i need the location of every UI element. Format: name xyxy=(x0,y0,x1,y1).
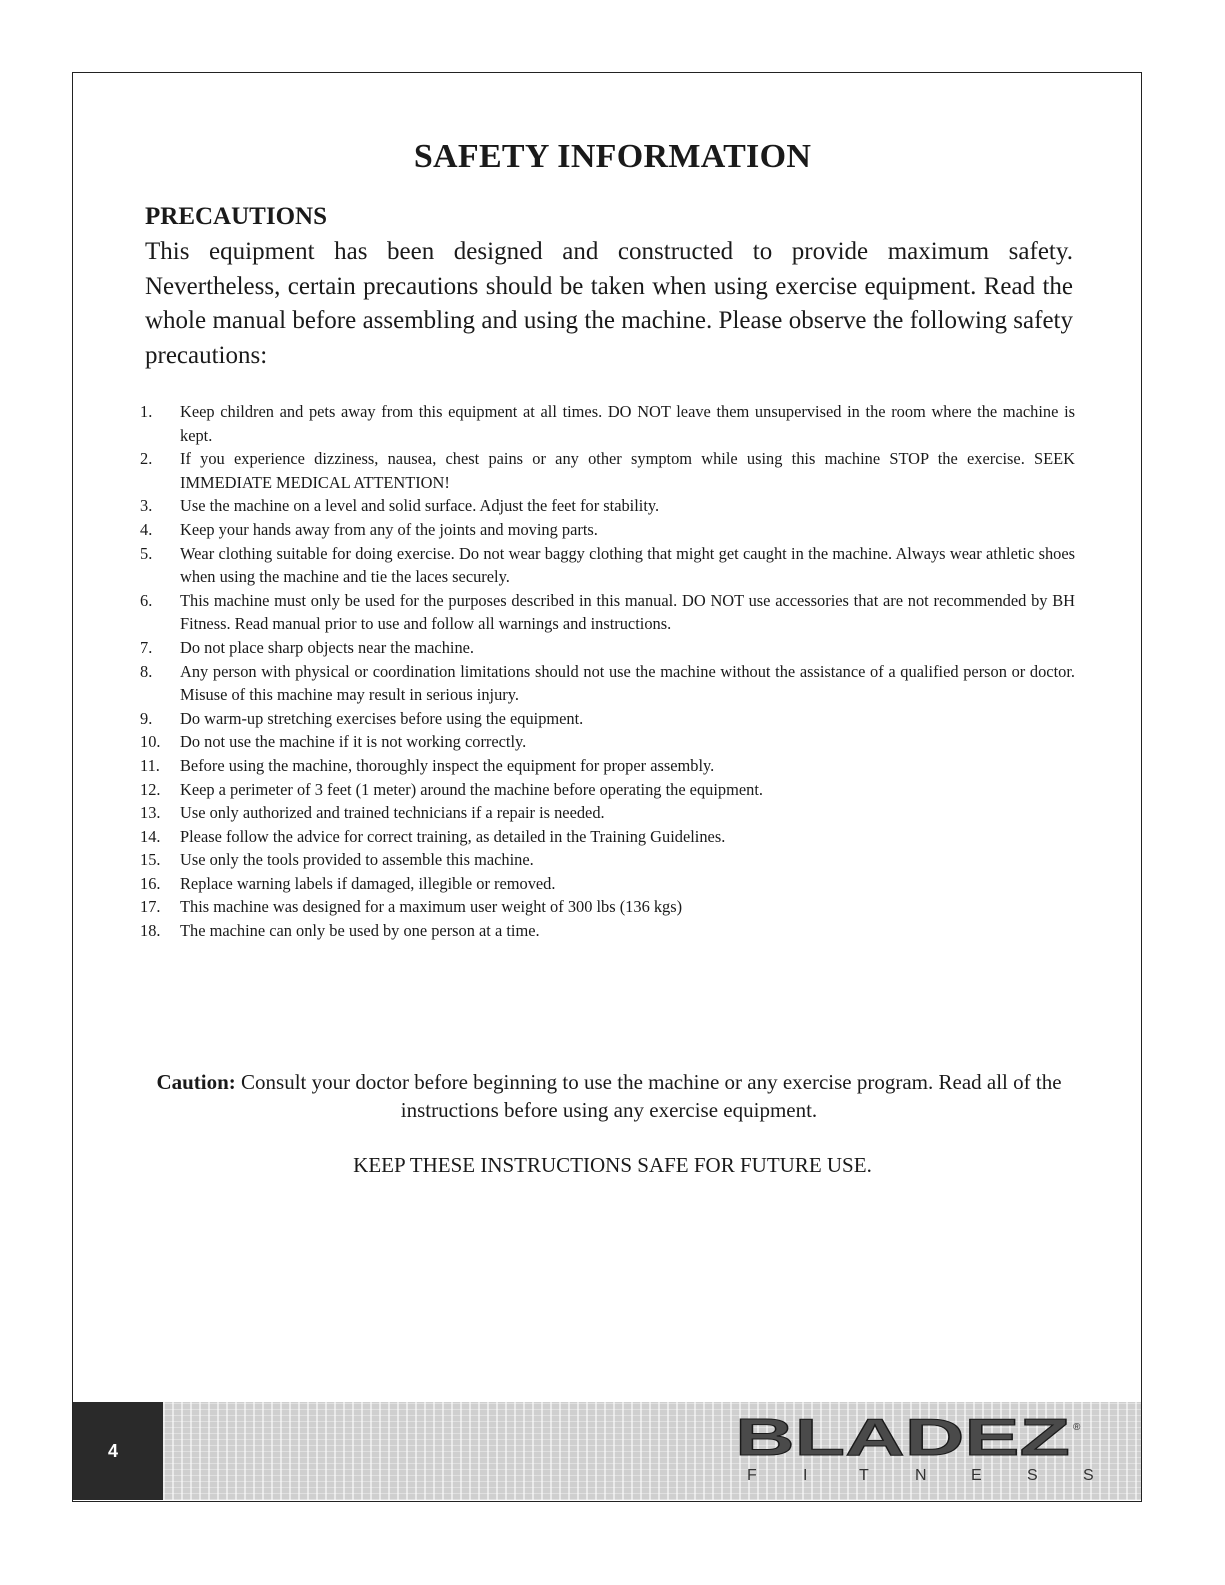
caution-notice xyxy=(145,1068,1073,1124)
intro-paragraph: This equipment has been designed and constructed to provide maximum safety. Nevertheless, certain precautions should be taken when using exercise equipment. Read the whole manual before assembling and using the machine. Please observe the following safety precautions: xyxy=(145,238,1073,369)
precaution-text: Keep children and pets away from this equipment at all times. DO NOT leave them unsupervised in the room where the machine is kept. xyxy=(180,402,1075,445)
precaution-item xyxy=(140,730,1075,754)
precaution-item xyxy=(140,400,1075,447)
precaution-number: 10. xyxy=(140,732,161,752)
precaution-item xyxy=(140,778,1075,802)
precaution-item xyxy=(140,848,1075,872)
logo-subtitle xyxy=(747,1467,1094,1484)
precaution-item xyxy=(140,825,1075,849)
precaution-item xyxy=(140,636,1075,660)
precaution-item xyxy=(140,919,1075,943)
caution-text: Consult your doctor before beginning to use the machine or any exercise program. Read all of the instructions before using any exercise equipment. xyxy=(235,1070,1062,1122)
caution-label: Caution: xyxy=(156,1070,236,1094)
precaution-text: Do warm-up stretching exercises before using the equipment. xyxy=(180,708,584,728)
precaution-number: 17. xyxy=(140,897,161,917)
precaution-text: Do not place sharp objects near the machine. xyxy=(180,637,475,657)
precaution-text: Keep a perimeter of 3 feet (1 meter) around the machine before operating the equipment. xyxy=(180,779,763,799)
logo-subtitle-letter: T xyxy=(859,1467,869,1484)
precaution-item xyxy=(140,707,1075,731)
precaution-text: Before using the machine, thoroughly inspect the equipment for proper assembly. xyxy=(180,755,715,775)
precaution-number: 18. xyxy=(140,921,161,941)
precaution-number: 13. xyxy=(140,803,161,823)
precautions-list xyxy=(140,400,1075,943)
precaution-number: 12. xyxy=(140,779,161,799)
precaution-text: Please follow the advice for correct training, as detailed in the Training Guidelines. xyxy=(180,826,726,846)
page-number: 4 xyxy=(73,1402,163,1500)
precaution-item xyxy=(140,801,1075,825)
precaution-number: 14. xyxy=(140,826,161,846)
logo-wordmark: BLADEZ xyxy=(735,1410,1070,1467)
precaution-text: Do not use the machine if it is not working correctly. xyxy=(180,732,527,752)
precaution-item xyxy=(140,872,1075,896)
precaution-number: 3. xyxy=(140,496,153,516)
page-title: SAFETY INFORMATION xyxy=(413,138,812,175)
precaution-text: Replace warning labels if damaged, illegible or removed. xyxy=(180,873,556,893)
precaution-item xyxy=(140,542,1075,589)
precaution-item xyxy=(140,754,1075,778)
precaution-text: Use only the tools provided to assemble this machine. xyxy=(180,850,534,870)
logo-registered-mark: ® xyxy=(1073,1422,1081,1433)
precaution-number: 9. xyxy=(140,708,153,728)
precaution-item xyxy=(140,589,1075,636)
precaution-number: 16. xyxy=(140,873,161,893)
logo-subtitle-letter: S xyxy=(1083,1467,1094,1484)
precaution-item xyxy=(140,447,1075,494)
precaution-item xyxy=(140,660,1075,707)
precaution-text: Use the machine on a level and solid surface. Adjust the feet for stability. xyxy=(180,496,660,516)
logo-subtitle-letter: F xyxy=(747,1467,757,1484)
logo-subtitle-letter: N xyxy=(915,1467,927,1484)
precaution-text: Any person with physical or coordination limitations should not use the machine without the assistance of a qualified person or doctor. Misuse of this machine may result in serious injury. xyxy=(180,661,1075,705)
precaution-text: Use only authorized and trained technicians if a repair is needed. xyxy=(180,803,605,823)
section-heading: PRECAUTIONS xyxy=(145,203,327,230)
precaution-item xyxy=(140,518,1075,542)
logo-subtitle-letter: S xyxy=(1027,1467,1038,1484)
precaution-text: Keep your hands away from any of the joints and moving parts. xyxy=(180,519,598,539)
precaution-item xyxy=(140,494,1075,518)
precaution-text: The machine can only be used by one person at a time. xyxy=(180,921,540,941)
precaution-number: 2. xyxy=(140,449,153,469)
precaution-text: This machine must only be used for the purposes described in this manual. DO NOT use accessories that are not recommended by BH Fitness. Read manual prior to use and follow all warnings and instructions. xyxy=(180,590,1075,634)
keep-instructions-notice: KEEP THESE INSTRUCTIONS SAFE FOR FUTURE USE. xyxy=(353,1153,872,1177)
bladez-logo xyxy=(735,1410,1115,1490)
precaution-number: 6. xyxy=(140,590,153,610)
precaution-number: 1. xyxy=(140,402,153,421)
precaution-number: 4. xyxy=(140,519,153,539)
precaution-number: 8. xyxy=(140,661,153,681)
precaution-number: 5. xyxy=(140,543,153,563)
precaution-number: 15. xyxy=(140,850,161,870)
precaution-text: Wear clothing suitable for doing exercise. Do not wear baggy clothing that might get caught in the machine. Always wear athletic shoes when using the machine and tie the laces securely. xyxy=(180,543,1075,587)
precaution-number: 7. xyxy=(140,637,153,657)
precaution-item xyxy=(140,895,1075,919)
precaution-text: If you experience dizziness, nausea, chest pains or any other symptom while using this machine STOP the exercise. SEEK IMMEDIATE MEDICAL ATTENTION! xyxy=(180,449,1075,492)
precaution-number: 11. xyxy=(140,755,160,775)
logo-subtitle-letter: I xyxy=(803,1467,808,1484)
precaution-text: This machine was designed for a maximum user weight of 300 lbs (136 kgs) xyxy=(180,897,683,917)
logo-subtitle-letter: E xyxy=(971,1467,982,1484)
